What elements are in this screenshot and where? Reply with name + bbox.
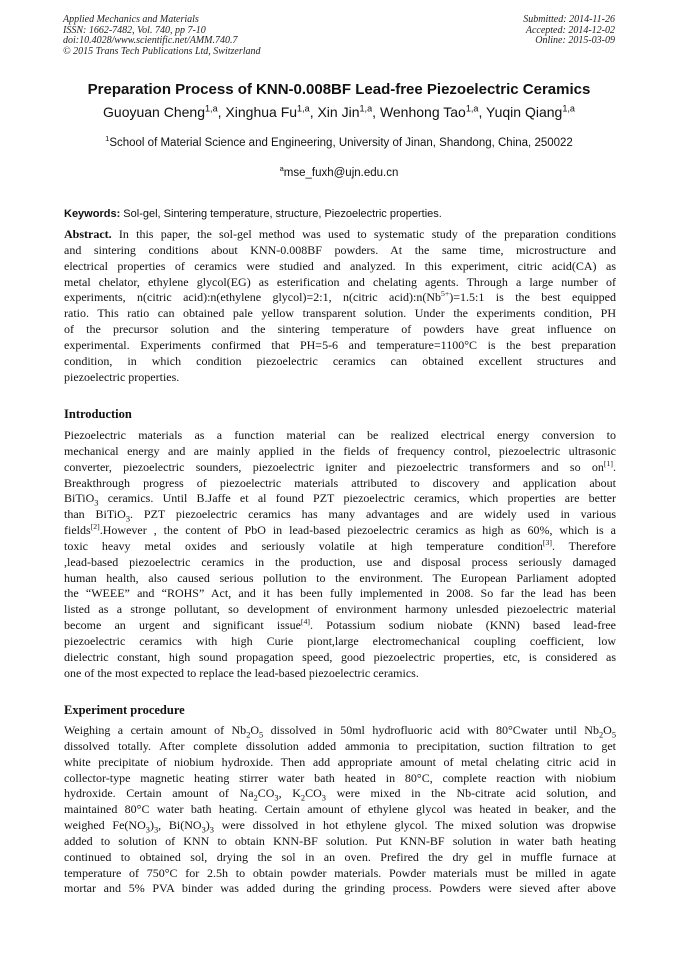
- introduction-line: toxic heavy metal oxides and seriously volatile at high temperature condition[3]. Therefore: [64, 537, 616, 553]
- author-affiliation-marker: 1,a: [297, 103, 310, 114]
- abstract-line: experimental. Experiments confirmed that PH=5-6 and temperature=1100°C is the best preparation: [64, 337, 616, 352]
- introduction-line: dielectric constant, high sound propagation speed, good piezoelectric properties, etc, is considered as: [64, 649, 616, 664]
- experiment-line: maintained 80°C water bath heating. Certain amount of ethylene glycol was heated in beaker, and the: [64, 802, 616, 817]
- introduction-line: Breakthrough progress of piezoelectric materials attributed to discovery and application about: [64, 475, 616, 490]
- abstract-line: Abstract. In this paper, the sol-gel method was used to systematic study of the preparation conditions: [64, 227, 616, 241]
- abstract-label: Abstract.: [64, 227, 112, 241]
- submission-date-line: Accepted: 2014-12-02: [525, 24, 615, 36]
- introduction-line: human health, also caused serious pollution to the environment. The European Parliament adopted: [64, 570, 616, 585]
- keywords-label: Keywords:: [64, 208, 121, 220]
- introduction-line: ,lead-based piezoelectric ceramics in the production, use and disposal process seriously damaged: [64, 554, 616, 569]
- introduction-line: converter, piezoelectric sounders, piezoelectric igniter and piezoelectric transformers and so on[1].: [64, 458, 616, 474]
- journal-header: [63, 15, 261, 57]
- author-name: Yuqin Qiang: [486, 104, 563, 120]
- introduction-line: the “WEEE” and “ROHS” Act, and it has been fully implemented in 2008. So far the lead has been: [64, 586, 616, 601]
- introduction-line: fields[2].However , the content of PbO in lead-based piezoelectric ceramics as high as 60%, which is a: [64, 522, 616, 538]
- experiment-line: hydroxide. Certain amount of $Na_2CO_3$, $K_2CO_3$ were mixed in the Nb-citrate acid solution, and: [64, 786, 616, 803]
- author-name: Guoyuan Cheng: [103, 104, 205, 120]
- abstract: [64, 227, 616, 385]
- email-text: mse_fuxh@ujn.edu.cn: [283, 167, 399, 179]
- author-affiliation-marker: 1,a: [359, 103, 373, 114]
- introduction-body: [64, 428, 616, 682]
- experiment-line: mortar and 5% PVA binder was added during the grinding process. Powders were sieved after above: [64, 881, 616, 896]
- introduction-line: BiTiO$_3$ ceramics. Until B.Jaffe et al found PZT piezoelectric ceramics, which properties are better: [64, 491, 616, 508]
- experiment-line: Weighing a certain amount of $Nb_2O_5$ dissolved in 50ml hydrofluoric acid with 80°Cwater until $Nb_2O_5$: [64, 723, 616, 740]
- keywords-text: Sol-gel, Sintering temperature, structure, Piezoelectric properties.: [120, 208, 442, 220]
- introduction-line: listed as a stronge pollutant, so development of environment harmony unlesded piezoelectric material: [64, 602, 616, 617]
- journal-header-line: doi:10.4028/www.scientific.net/AMM.740.7: [63, 35, 238, 46]
- journal-header-line: © 2015 Trans Tech Publications Ltd, Switzerland: [63, 45, 261, 57]
- abstract-line: of the precursor solution and the sintering temperature of powders have great influence on: [64, 322, 616, 337]
- author-affiliation-marker: 1,a: [465, 103, 479, 114]
- affiliation-marker: 1: [105, 134, 110, 144]
- introduction-line: Piezoelectric materials as a function material can be realized electrical energy conversion to: [64, 428, 616, 442]
- author-name: Xin Jin: [317, 104, 360, 120]
- abstract-line: metal chelator, ethylene glycol(EG) as esterification and chelating agents. Through a large number of: [64, 274, 616, 289]
- affiliation: [0, 134, 678, 149]
- journal-header-line: Applied Mechanics and Materials: [63, 14, 199, 25]
- journal-header-line: ISSN: 1662-7482, Vol. 740, pp 7-10: [63, 24, 206, 36]
- abstract-line: condition, in which condition piezoelectric ceramics can obtained excellent structures and: [64, 353, 616, 368]
- experiment-line: collector-type magnetic heating stirrer water bath heated in 80°C, complete reaction with niobium: [64, 770, 616, 785]
- introduction-line: piezoelectric ceramics with high Curie piont,large electromechanical coupling coefficient, low: [64, 633, 616, 648]
- experiment-line: dissolved totally. After complete dissolution added ammonia to precipitation, suction filtration to get: [64, 738, 616, 753]
- email-marker: a: [279, 164, 284, 174]
- introduction-line: one of the most expected to replace the lead-based piezoelectric ceramics.: [64, 665, 419, 680]
- paper-title: Preparation Process of KNN-0.008BF Lead-free Piezoelectric Ceramics: [87, 81, 591, 98]
- submission-dates: [523, 15, 615, 47]
- submission-date-line: Submitted: 2014-11-26: [523, 14, 615, 25]
- affiliation-text: School of Material Science and Engineering, University of Jinan, Shandong, China, 250022: [109, 137, 573, 149]
- abstract-line: electrical properties of ceramics were studied and analyzed. In this experiment, citric acid(CA) as: [64, 258, 616, 273]
- author-affiliation-marker: 1,a: [562, 103, 575, 114]
- abstract-line: piezoelectric properties.: [64, 369, 180, 384]
- author-name: Xinghua Fu: [225, 104, 298, 120]
- experiment-heading: Experiment procedure: [64, 703, 185, 717]
- introduction-line: than BiTiO$_3$. PZT piezoelectric ceramics has many advantages and are widely used in various: [64, 507, 617, 524]
- experiment-line: added to solution of KNN to obtain KNN-BF solution. Put KNN-BF solution in water bath heating: [64, 833, 616, 848]
- abstract-line: experiments, n(citric acid):n(ethylene glycol)=2:1, n(citric $acid):n(Nb^{5+})=1.5:1$ is the best equipped: [64, 289, 616, 305]
- author-affiliation-marker: 1,a: [204, 103, 218, 114]
- author-name: Wenhong Tao: [379, 104, 466, 120]
- introduction-heading: Introduction: [64, 407, 132, 421]
- introduction-line: become an urgent and significant issue[4]. Potassium sodium niobate (KNN) based lead-free: [64, 617, 616, 633]
- experiment-line: temperature of 750°C for 2.5h to obtain powder materials. Powder materials must be milled in agate: [64, 865, 616, 880]
- abstract-line: ratio. This ratio can obtained pale yellow transparent solution. Under the experiments condition, PH: [64, 306, 616, 321]
- experiment-line: white precipitate of niobium hydroxide. Then add appropriate amount of metal chelating citric acid in: [64, 754, 616, 769]
- experiment-body: [64, 723, 616, 897]
- submission-date-line: Online: 2015-03-09: [535, 35, 615, 46]
- author-email: [0, 164, 678, 179]
- keywords: [64, 208, 616, 220]
- experiment-line: continued to obtained sol, drying the sol in an oven. Prefired the dry gel in muffle furnace at: [64, 849, 616, 864]
- author-list: Guoyuan Cheng$^{1,a}$, Xinghua Fu$^{1,a}$, Xin Jin$^{1,a}$, Wenhong Tao$^{1,a}$, Yuqin Qiang$^{1,a}$: [103, 103, 575, 120]
- experiment-line: weighed $Fe(NO_3)_3$, $Bi(NO_3)_3$ were dissolved in hot ethylene glycol. The mixed solution was dropwise: [64, 818, 617, 835]
- introduction-line: mechanical energy and are mainly applied in the fields of frequency control, piezoelectric ultrasonic: [64, 443, 616, 458]
- abstract-line: and sintering conditions about KNN-0.008BF powders. At the same time, microstructure and: [64, 242, 616, 257]
